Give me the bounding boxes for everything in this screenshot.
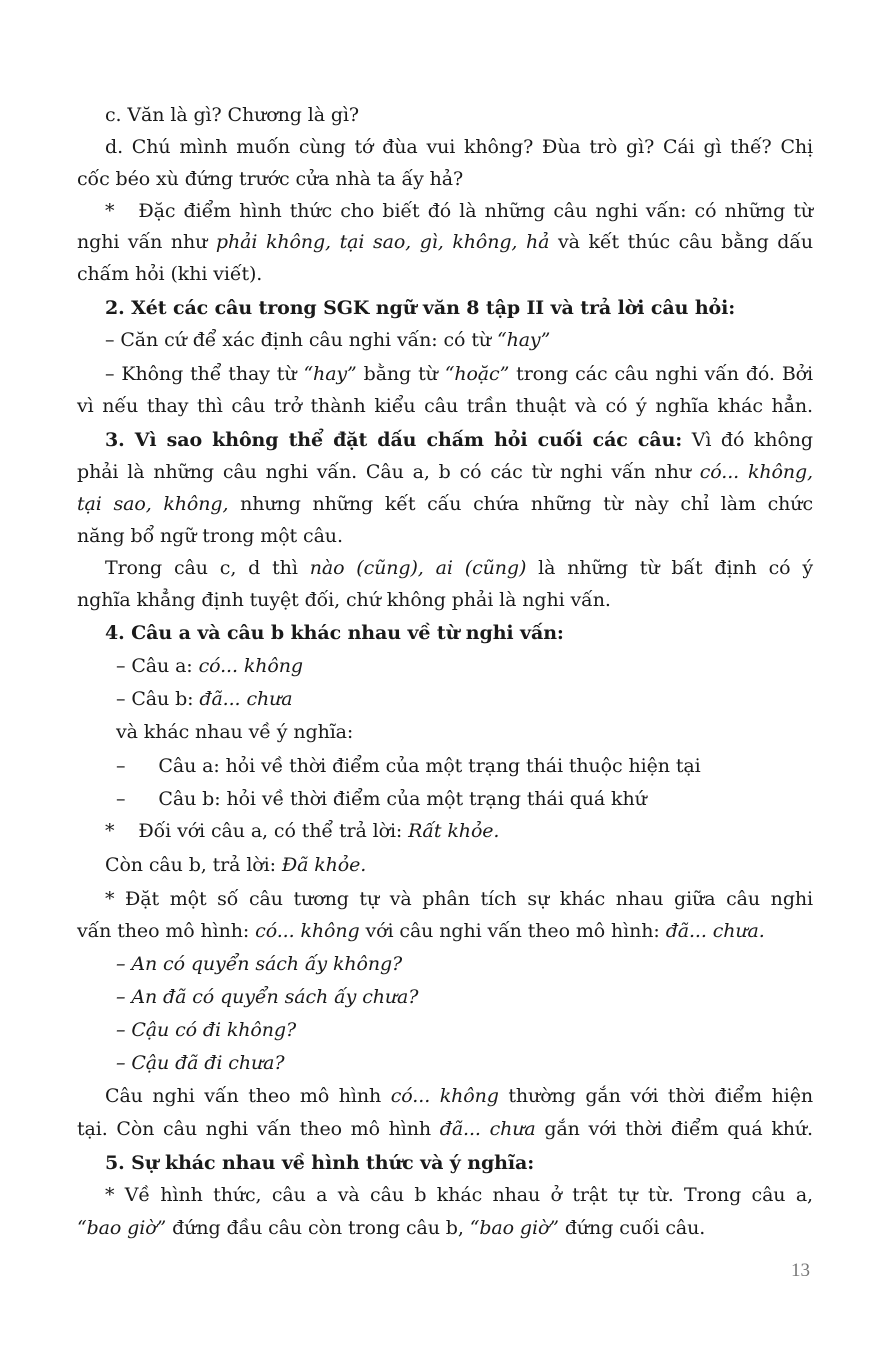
italic-term: “hay” [496,329,551,351]
text: – Không thể thay từ [105,363,304,385]
italic-term: Đã khỏe. [281,854,367,876]
italic-term: có... không [255,920,360,942]
italic-term: có... không, [699,461,813,483]
note-form-line-3: chấm hỏi (khi viết). [77,263,263,285]
q4-answer-b [105,852,813,878]
text: Còn câu b, trả lời: [105,854,282,876]
text: với câu nghi vấn theo mô hình: [359,920,666,942]
italic-terms: phải không, tại sao, gì, không, hả [215,231,550,253]
q4-conclusion-line-1 [105,1083,813,1109]
question-2-heading: 2. Xét các câu trong SGK ngữ văn 8 tập II và trả lời câu hỏi: [105,297,736,319]
italic-term: tại sao, không, [77,493,229,515]
question-3-heading: 3. Vì sao không thể đặt dấu chấm hỏi cuối các câu: [105,429,683,451]
text: gắn với thời điểm quá khứ. [535,1118,813,1140]
q4-answer-a [105,818,813,844]
italic-term: đã... chưa [439,1118,536,1140]
text: đứng cuối câu. [558,1217,706,1239]
text: nhưng những kết cấu chứa những từ này chỉ làm chức [228,493,813,515]
text: tại. Còn câu nghi vấn theo mô hình [77,1118,440,1140]
example-sentence [116,951,813,977]
italic-term: Rất khỏe. [408,820,500,842]
note-form-line-1 [105,198,813,224]
text: nghi vấn như [77,231,216,253]
q5-line-2 [77,1215,813,1241]
q4-exercise-line-1: * Đặt một số câu tương tự và phân tích sự khác nhau giữa câu nghi [105,888,813,910]
italic-term: “bao giờ” [469,1217,559,1239]
text: bằng từ [356,363,445,385]
example-text: – Cậu có đi không? [116,1019,297,1041]
q4-meaning-a [116,753,813,779]
italic-term: “bao giờ” [77,1217,167,1239]
italic-term: có... không [198,655,303,677]
text: trong các câu nghi vấn đó. Bởi [509,363,813,385]
text: Vì đó không [682,429,813,451]
text: Trong câu c, d thì [105,557,310,579]
question-4-heading: 4. Câu a và câu b khác nhau về từ nghi vấn: [105,622,564,644]
text: đứng đầu câu còn trong câu b, [166,1217,470,1239]
item-c: c. Văn là gì? Chương là gì? [105,104,360,126]
q3-para-2-line-2: nghĩa khẳng định tuyệt đối, chứ không phải là nghi vấn. [77,589,611,611]
text: là những từ bất định có ý [526,557,814,579]
dash-marker: – [116,788,126,810]
q5-line-1: * Về hình thức, câu a và câu b khác nhau ở trật tự từ. Trong câu a, [105,1184,813,1206]
example-text: – An có quyển sách ấy không? [116,953,403,975]
q2-line-3: vì nếu thay thì câu trở thành kiểu câu trần thuật và có ý nghĩa khác hẳn. [77,395,813,417]
example-text: – Cậu đã đi chưa? [116,1052,285,1074]
text: Câu nghi vấn theo mô hình [105,1085,391,1107]
q3-line-3 [77,491,813,517]
item-d-line-2: cốc béo xù đứng trước cửa nhà ta ấy hả? [77,168,464,190]
text: Câu b: hỏi về thời điểm của một trạng thái quá khứ [158,788,647,810]
page-number: 13 [791,1260,810,1281]
q4-exercise-line-2 [77,918,813,944]
q4-conclusion-line-2 [77,1116,813,1142]
italic-term: “hay” [303,363,357,385]
note-form-line-2 [77,229,813,255]
dash-marker: – [116,755,126,777]
q4-meaning-b [116,786,813,812]
q2-line-1 [105,327,813,353]
text: – Câu a: [116,655,199,677]
text: Câu a: hỏi về thời điểm của một trạng thái thuộc hiện tại [158,755,701,777]
question-5-heading: 5. Sự khác nhau về hình thức và ý nghĩa: [105,1152,535,1174]
text: – Căn cứ để xác định câu nghi vấn: có từ [105,329,497,351]
note-text: Đặc điểm hình thức cho biết đó là những câu nghi vấn: có những từ [138,200,813,222]
text: phải là những câu nghi vấn. Câu a, b có các từ nghi vấn như [77,461,700,483]
q4-word-a [116,653,813,679]
example-sentence [116,1017,813,1043]
example-sentence [116,1050,813,1076]
q3-line-4: năng bổ ngữ trong một câu. [77,525,343,547]
text: Đối với câu a, có thể trả lời: [138,820,409,842]
star-marker: * [105,200,115,222]
italic-term: đã... chưa [199,688,293,710]
italic-term: đã... chưa. [665,920,765,942]
star-marker: * [105,820,115,842]
text: thường gắn với thời điểm hiện [498,1085,813,1107]
question-3-line-1 [105,427,813,453]
q3-line-2 [77,459,813,485]
italic-term: nào (cũng), ai (cũng) [309,557,527,579]
text: – Câu b: [116,688,200,710]
item-d-line-1: d. Chú mình muốn cùng tớ đùa vui không? Đùa trò gì? Cái gì thế? Chị [105,136,813,158]
text: và kết thúc câu bằng dấu [549,231,814,253]
q2-line-2 [105,361,813,387]
q4-meaning-intro: và khác nhau về ý nghĩa: [116,721,354,743]
example-text: – An đã có quyển sách ấy chưa? [116,986,419,1008]
q3-para-2-line-1 [105,555,813,581]
q4-word-b [116,686,813,712]
italic-term: có... không [390,1085,499,1107]
text: vấn theo mô hình: [77,920,256,942]
italic-term: “hoặc” [444,363,510,385]
example-sentence [116,984,813,1010]
